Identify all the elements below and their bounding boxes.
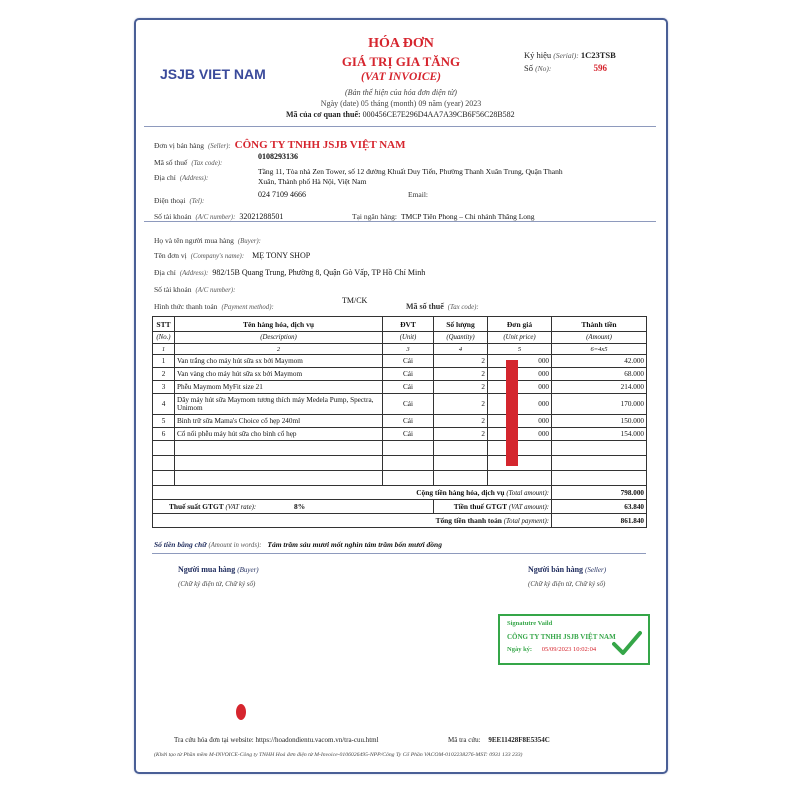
seller-tax-label-en: (Tax code): bbox=[191, 160, 223, 167]
seller-signature-label: Người bán hàng bbox=[528, 565, 584, 574]
amount-in-words-label-en: (Amount in words): bbox=[208, 542, 262, 549]
signature-date-row bbox=[507, 646, 596, 653]
buyer-payment-label-en: (Payment method): bbox=[221, 304, 274, 311]
amount-in-words: Tám trăm sáu mươi mốt nghìn tám trăm bốn mươi đồng bbox=[267, 540, 442, 549]
lookup-code: 9EE11428F8E5354C bbox=[488, 736, 550, 744]
row-no: 6 bbox=[153, 428, 175, 441]
subtotal-row bbox=[153, 486, 647, 500]
row-description: Van trắng cho máy hút sữa sx bởi Maymom bbox=[175, 355, 383, 368]
buyer-signature-title bbox=[178, 565, 259, 574]
amount-in-words-label: Số tiền bằng chữ bbox=[154, 540, 207, 549]
subtotal-label: Cộng tiền hàng hóa, dịch vụ bbox=[416, 488, 505, 497]
buyer-account-label-en: (A/C number): bbox=[195, 287, 236, 294]
row-unit: Cái bbox=[383, 368, 434, 381]
col-header-no: STT bbox=[153, 317, 175, 332]
row-unit: Cái bbox=[383, 381, 434, 394]
signature-valid-label: Signatutre Vaild bbox=[507, 620, 553, 627]
invoice-date: Ngày (date) 05 tháng (month) 09 năm (year) 2023 bbox=[320, 99, 482, 108]
row-unit: Cái bbox=[383, 394, 434, 415]
row-unit: Cái bbox=[383, 415, 434, 428]
seller-name: CÔNG TY TNHH JSJB VIỆT NAM bbox=[234, 139, 406, 151]
row-unit: Cái bbox=[383, 355, 434, 368]
divider bbox=[152, 553, 646, 554]
buyer-payment-row bbox=[154, 296, 274, 314]
seller-name-label: Đơn vị bán hàng bbox=[154, 141, 204, 150]
lookup-code-row bbox=[448, 736, 550, 744]
col-header-quantity-en: (Quantity) bbox=[434, 332, 488, 344]
seller-address-label: Địa chỉ bbox=[154, 173, 176, 182]
row-amount: 214.000 bbox=[552, 381, 647, 394]
number-row bbox=[524, 63, 607, 73]
row-unit-price: 000 bbox=[488, 355, 552, 368]
buyer-address-label: Địa chỉ bbox=[154, 268, 176, 277]
total-label: Tổng tiền thanh toán bbox=[435, 516, 502, 525]
row-unit-price: 000 bbox=[488, 394, 552, 415]
row-amount: 154.000 bbox=[552, 428, 647, 441]
seller-account-label: Số tài khoản bbox=[154, 212, 192, 221]
vat-rate-cell bbox=[153, 500, 434, 514]
buyer-signature-label-en: (Buyer) bbox=[237, 566, 259, 574]
buyer-signature-label: Người mua hàng bbox=[178, 565, 236, 574]
table-row bbox=[153, 355, 647, 368]
row-description: Dây máy hút sữa Maymom tương thích máy Medela Pump, Spectra, Unimom bbox=[175, 394, 383, 415]
row-no: 3 bbox=[153, 381, 175, 394]
divider bbox=[144, 126, 656, 127]
seller-account-label-en: (A/C number): bbox=[195, 214, 236, 221]
lookup-row bbox=[174, 736, 379, 744]
tax-authority-code-label: Mã của cơ quan thuế: bbox=[286, 110, 361, 119]
col-header-no-en: (No.) bbox=[153, 332, 175, 344]
col-header-unit-price: Đơn giá bbox=[488, 317, 552, 332]
number-label: Số bbox=[524, 63, 533, 73]
tax-authority-code bbox=[286, 110, 515, 119]
seller-bank-label: Tại ngân hàng: bbox=[352, 212, 397, 221]
seller-bank: TMCP Tiên Phong – Chi nhánh Thăng Long bbox=[401, 212, 535, 221]
seller-name-row bbox=[154, 135, 406, 153]
serial-label-en: (Serial): bbox=[553, 51, 579, 60]
row-amount: 170.000 bbox=[552, 394, 647, 415]
seller-phone-label-en: (Tel): bbox=[189, 198, 205, 205]
row-no: 2 bbox=[153, 368, 175, 381]
invoice-title-line2: GIÁ TRỊ GIA TĂNG bbox=[341, 54, 461, 69]
row-amount: 150.000 bbox=[552, 415, 647, 428]
col-header-quantity: Số lượng bbox=[434, 317, 488, 332]
col-header-unit-en: (Unit) bbox=[383, 332, 434, 344]
seller-signature-label-en: (Seller) bbox=[585, 566, 607, 574]
buyer-company-label: Tên đơn vị bbox=[154, 251, 187, 260]
buyer-tax-row bbox=[406, 296, 479, 314]
col-index: 2 bbox=[175, 344, 383, 355]
invoice-title: HÓA ĐƠN bbox=[368, 36, 434, 51]
table-row-empty bbox=[153, 471, 647, 486]
buyer-name-label-en: (Buyer): bbox=[237, 238, 261, 245]
invoice-subtitle: (Bản thể hiện của hóa đơn điện tử) bbox=[345, 88, 457, 97]
table-row bbox=[153, 394, 647, 415]
row-quantity: 2 bbox=[434, 355, 488, 368]
col-header-description: Tên hàng hóa, dịch vụ bbox=[175, 317, 383, 332]
row-description: Bình trữ sữa Mama's Choice cổ hẹp 240ml bbox=[175, 415, 383, 428]
serial-row bbox=[524, 50, 616, 60]
row-description: Phễu Maymom MyFit size 21 bbox=[175, 381, 383, 394]
software-credit bbox=[154, 750, 522, 758]
buyer-tax-label: Mã số thuế bbox=[406, 302, 444, 311]
table-header-row bbox=[153, 317, 647, 332]
signature-company: CÔNG TY TNHH JSJB VIỆT NAM bbox=[507, 633, 616, 641]
amount-in-words-row bbox=[154, 540, 442, 549]
seller-name-label-en: (Seller): bbox=[208, 143, 231, 150]
seller-address-label-en: (Address): bbox=[179, 175, 209, 182]
table-header-en-row bbox=[153, 332, 647, 344]
subtotal-value: 798.000 bbox=[552, 486, 647, 500]
row-unit-price: 000 bbox=[488, 415, 552, 428]
vat-amount-label: Tiền thuế GTGT bbox=[453, 502, 508, 511]
col-index: 4 bbox=[434, 344, 488, 355]
subtotal-label-cell bbox=[153, 486, 552, 500]
col-index: 5 bbox=[488, 344, 552, 355]
serial-value: 1C23TSB bbox=[580, 50, 616, 60]
subtotal-label-en: (Total amount): bbox=[506, 490, 549, 497]
seller-signature-note: (Chữ ký điện tử, Chữ ký số) bbox=[528, 580, 606, 588]
seller-tax-label: Mã số thuế bbox=[154, 158, 188, 167]
row-unit-price: 000 bbox=[488, 381, 552, 394]
row-unit: Cái bbox=[383, 428, 434, 441]
row-no: 1 bbox=[153, 355, 175, 368]
red-stamp-strip bbox=[506, 360, 518, 466]
vat-rate-label: Thuế suất GTGT bbox=[169, 502, 224, 511]
lookup-url[interactable]: https://hoadondientu.vacom.vn/tra-cuu.html bbox=[255, 736, 379, 744]
tax-authority-code-value: 000456CE7E296D4AA7A39CB6F56C28B582 bbox=[362, 110, 515, 119]
row-quantity: 2 bbox=[434, 428, 488, 441]
col-index: 3 bbox=[383, 344, 434, 355]
table-row bbox=[153, 368, 647, 381]
buyer-name-label: Họ và tên người mua hàng bbox=[154, 236, 234, 245]
seller-email-label: Email: bbox=[408, 190, 428, 199]
row-amount: 42.000 bbox=[552, 355, 647, 368]
col-index: 6=4x5 bbox=[552, 344, 647, 355]
total-value: 861.840 bbox=[552, 514, 647, 528]
row-description: Cổ nối phễu máy hút sữa cho bình cổ hẹp bbox=[175, 428, 383, 441]
buyer-payment-label: Hình thức thanh toán bbox=[154, 302, 218, 311]
buyer-tax-label-en: (Tax code): bbox=[447, 304, 479, 311]
software-credit-text: (Khởi tạo từ Phần mềm M-INVOICE-Công ty TNHH Hoá đơn điện tử M-Invoice-0106026495-NPP/Công Ty Cổ Phần VACOM-0102238276-MST: 0931 133 233) bbox=[154, 752, 523, 758]
lookup-code-label: Mã tra cứu: bbox=[448, 736, 481, 744]
total-label-cell bbox=[153, 514, 552, 528]
buyer-address-row bbox=[154, 262, 425, 280]
checkmark-icon bbox=[612, 630, 642, 656]
buyer-account-row bbox=[154, 279, 235, 297]
total-label-en: (Total payment): bbox=[503, 518, 549, 525]
vat-rate-value: 8% bbox=[294, 502, 306, 511]
seller-tax-code: 0108293136 bbox=[258, 152, 298, 161]
table-row bbox=[153, 381, 647, 394]
table-row bbox=[153, 428, 647, 441]
column-index-row bbox=[153, 344, 647, 355]
row-quantity: 2 bbox=[434, 394, 488, 415]
table-row bbox=[153, 415, 647, 428]
table-row-empty bbox=[153, 441, 647, 456]
buyer-signature-note: (Chữ ký điện tử, Chữ ký số) bbox=[178, 580, 256, 588]
signature-date: 05/09/2023 10:02:04 bbox=[541, 646, 597, 653]
seller-signature-title bbox=[528, 565, 606, 574]
col-header-unit: ĐVT bbox=[383, 317, 434, 332]
vat-amount-label-en: (VAT amount): bbox=[508, 504, 549, 511]
seller-phone: 024 7109 4666 bbox=[258, 190, 306, 199]
red-ink-mark bbox=[236, 704, 246, 720]
row-unit-price: 000 bbox=[488, 368, 552, 381]
row-quantity: 2 bbox=[434, 381, 488, 394]
buyer-company: MẸ TONY SHOP bbox=[252, 251, 311, 260]
buyer-company-label-en: (Company's name): bbox=[190, 253, 245, 260]
signature-date-label: Ngày ký: bbox=[507, 646, 533, 653]
number-label-en: (No): bbox=[535, 64, 552, 73]
buyer-payment-method: TM/CK bbox=[342, 296, 368, 305]
buyer-company-row bbox=[154, 245, 310, 263]
digital-signature-box bbox=[498, 614, 650, 665]
seller-address-line1: Tầng 11, Tòa nhà Zen Tower, số 12 đường Khuất Duy Tiến, Phường Thanh Xuân Trung, Quận Thanh bbox=[258, 167, 563, 176]
buyer-address-label-en: (Address): bbox=[179, 270, 209, 277]
seller-account: 32021288501 bbox=[239, 212, 284, 221]
divider bbox=[144, 221, 656, 222]
row-unit-price: 000 bbox=[488, 428, 552, 441]
seller-address-label-row bbox=[154, 167, 208, 185]
col-index: 1 bbox=[153, 344, 175, 355]
row-description: Van vàng cho máy hút sữa sx bởi Maymom bbox=[175, 368, 383, 381]
row-no: 5 bbox=[153, 415, 175, 428]
company-logo: JSJB VIET NAM bbox=[160, 66, 266, 82]
invoice-number: 596 bbox=[593, 63, 607, 73]
row-quantity: 2 bbox=[434, 415, 488, 428]
invoice-title-en: (VAT INVOICE) bbox=[361, 71, 441, 83]
col-header-description-en: (Description) bbox=[175, 332, 383, 344]
col-header-amount: Thành tiền bbox=[552, 317, 647, 332]
buyer-account-label: Số tài khoản bbox=[154, 285, 192, 294]
serial-label: Ký hiệu bbox=[524, 50, 552, 60]
row-no: 4 bbox=[153, 394, 175, 415]
items-table bbox=[152, 316, 647, 528]
col-header-amount-en: (Amount) bbox=[552, 332, 647, 344]
vat-amount-label-cell bbox=[434, 500, 552, 514]
col-header-unit-price-en: (Unit price) bbox=[488, 332, 552, 344]
row-quantity: 2 bbox=[434, 368, 488, 381]
seller-address-line2: Xuân, Thành phố Hà Nội, Việt Nam bbox=[258, 177, 367, 186]
vat-row bbox=[153, 500, 647, 514]
buyer-address: 982/15B Quang Trung, Phường 8, Quận Gò Vấp, TP Hồ Chí Minh bbox=[212, 268, 426, 277]
row-amount: 68.000 bbox=[552, 368, 647, 381]
total-row bbox=[153, 514, 647, 528]
vat-rate-label-en: (VAT rate): bbox=[225, 504, 257, 511]
invoice-page bbox=[134, 18, 668, 774]
seller-phone-label: Điện thoại bbox=[154, 196, 186, 205]
lookup-label: Tra cứu hóa đơn tại website: bbox=[174, 736, 254, 744]
vat-amount-value: 63.840 bbox=[552, 500, 647, 514]
table-row-empty bbox=[153, 456, 647, 471]
